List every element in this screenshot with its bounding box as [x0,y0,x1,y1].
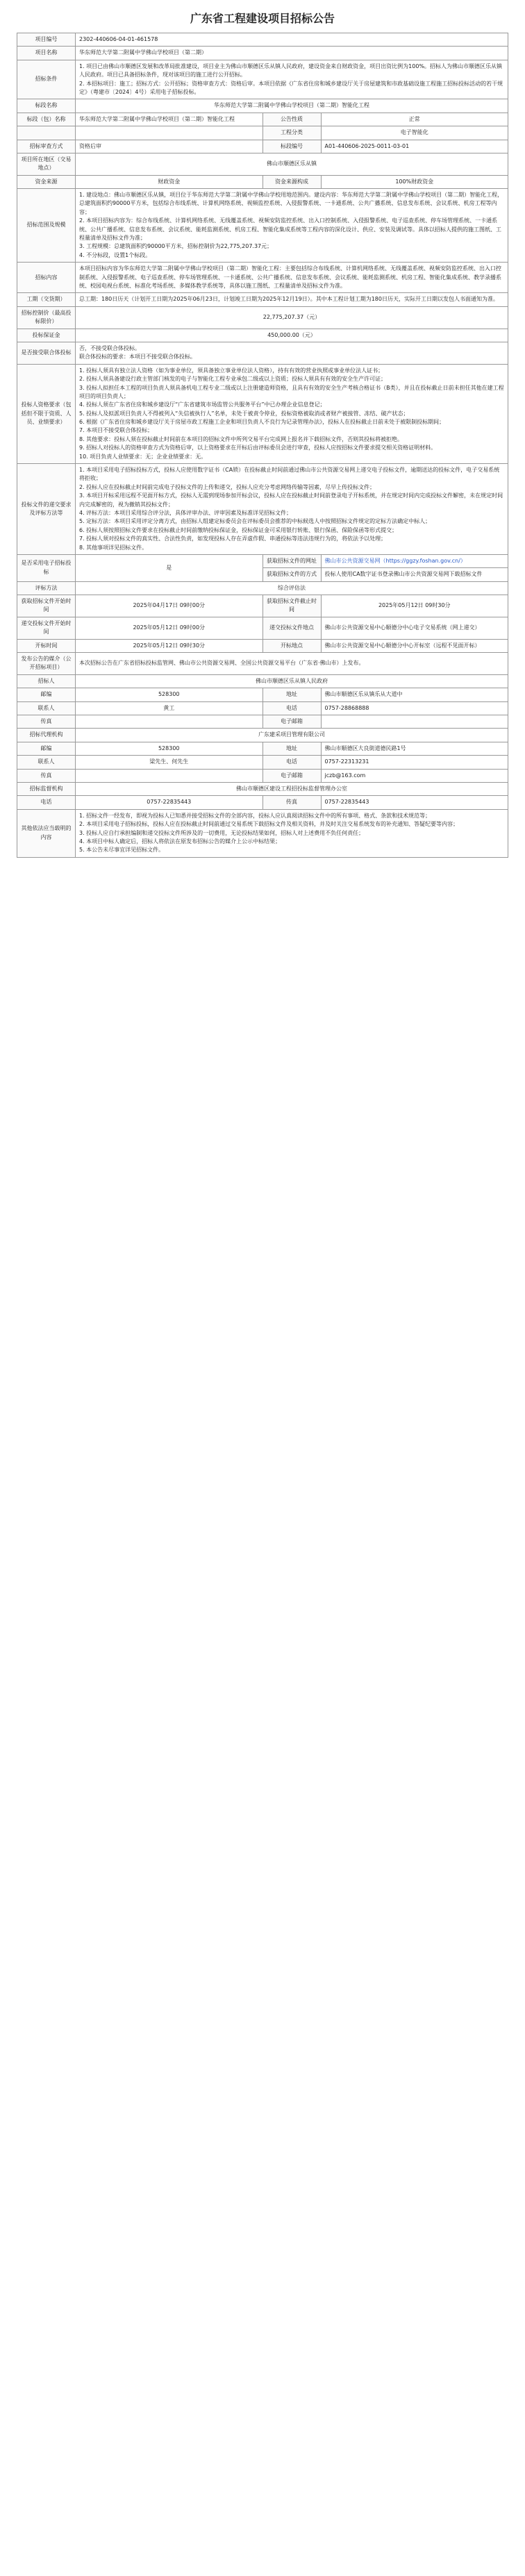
time-open-label: 开标时间 [17,639,76,652]
row-agent [17,729,508,742]
page-title: 广东省工程建设项目招标公告 [190,12,335,25]
row-project-class [17,126,508,140]
eval-value: 综合评估法 [76,581,508,595]
location-value: 佛山市顺德区乐从镇 [76,153,508,175]
agent-addr-label: 地址 [262,742,321,755]
supervisor-phone-value: 0757-22835443 [76,796,263,809]
agent-fax-label: 传真 [17,769,76,782]
tenderer-addr-value: 佛山市顺德区乐从镇乐从大道中 [321,688,508,701]
row-funding [17,175,508,188]
section-detail-value: 华东师范大学第二附属中学佛山学校项目（第二期）智能化工程 [76,113,263,126]
bidder-req-label: 投标人资格要求（包括但不限于资质、人员、业绩要求） [17,364,76,463]
tenderer-value: 佛山市顺德区乐从镇人民政府 [76,674,508,688]
agent-zip-value: 528300 [76,742,263,755]
row-website [17,554,508,567]
agent-contact-value: 梁先生、何先生 [76,756,263,769]
tenderer-contact-value: 黄工 [76,701,263,715]
tenderer-addr-label: 地址 [262,688,321,701]
submit-place-value: 佛山市公共资源交易中心顺德分中心电子交易系统（网上递交） [321,617,508,639]
agent-label: 招标代理机构 [17,729,76,742]
project-class-value: 电子智能化 [321,126,508,140]
scope-value: 1. 建设地点：佛山市顺德区乐从镇，项目位于华东师范大学第二附属中学佛山学校用地范围内。建设内容：华东师范大学第二附属中学佛山学校项目（第二期）智能化工程，总建筑面积约90000平方米，包括综合布线系统、计算机网络系统、视频监控系统、入侵报警系统、一卡通系统、公共广播系统、信息发布系统、会议系统、机房工程等内容； 2. 本项目招标内容为：综合布线系统、计算机网络系统、无线覆盖系统、视频安防监控系统、出入口控制系统、入侵报警系统、电子巡查系统、停车场管理系统、一卡通系统、公共广播系统、信息发布系统、会议系统、能耗监测系统、机房工程、智能化集成系统等工程内容的深化设计、供应、安装及调试等。具体以招标人提供的施工图纸、工程量清单及招标文件为准； 3. 工程规模：总建筑面积约90000平方米，招标控制价为22,775,207.37元； 4. 不分标段，设置1个标段。 [76,189,508,263]
section-name-label: 标段名称 [17,99,76,113]
tenderer-email-label: 电子邮箱 [262,715,321,729]
eval-label: 评标方法 [17,581,76,595]
deposit-label: 投标保证金 [17,329,76,342]
joint-value: 否，不接受联合体投标。 联合体投标的要求：本项目不接受联合体投标。 [76,342,508,364]
download-url-link[interactable]: 佛山市公共资源交易网（https://ggzy.foshan.gov.cn/） [321,554,508,567]
agent-value: 广东建采项目管理有限公司 [76,729,508,742]
download-url-label: 获取招标文件的网址 [262,554,321,567]
time-get-end-value: 2025年05月12日 09时30分 [321,595,508,617]
row-section-name [17,99,508,113]
tenderer-label: 招标人 [17,674,76,688]
tenderer-fax-label: 传真 [17,715,76,729]
agent-phone-value: 0757-22313231 [321,756,508,769]
content-label: 招标内容 [17,263,76,293]
row-project-code [17,33,508,47]
deposit-value: 450,000.00（元） [76,329,508,342]
download-method-value: 投标人使用CA数字证书登录佛山市公共资源交易网下载招标文件 [321,568,508,581]
row-price [17,306,508,329]
price-value: 22,775,207.37（元） [76,306,508,329]
bid-docs-label: 投标文件的递交要求及评标方法等 [17,464,76,555]
agent-email-value: jczb@163.com [321,769,508,782]
row-tenderer-contact [17,701,508,715]
time-get-value: 2025年04月17日 09时00分 [76,595,263,617]
period-label: 工期（交货期） [17,293,76,306]
scope-label: 招标范围及规模 [17,189,76,263]
funding-ratio-value: 100%财政资金 [321,175,508,188]
time-open-value: 2025年05月12日 09时30分 [76,639,263,652]
project-code-label: 项目编号 [17,33,76,47]
row-content [17,263,508,293]
row-time-get [17,595,508,617]
time-get-end-label: 获取招标文件截止时间 [262,595,321,617]
period-value: 总工期：180日历天（计划开工日期为2025年06月23日，计划竣工日期为2025年12月19日）。其中本工程计划工期为180日历天，实际开工日期以发包人书面通知为准。 [76,293,508,306]
row-agent-fax [17,769,508,782]
announcement-type-value: 正常 [321,113,508,126]
publish-label: 发布公告的媒介（公开招标项目） [17,653,76,675]
project-name-value: 华东师范大学第二附属中学佛山学校项目（第二期） [76,47,508,60]
agent-addr-value: 佛山市顺德区大良街道德民路1号 [321,742,508,755]
electronic-value: 是 [76,554,263,581]
section-code-value: A01-440606-2025-0011-03-01 [321,140,508,153]
project-class-label: 工程分类 [262,126,321,140]
agent-phone-label: 电话 [262,756,321,769]
supervisor-label: 招标监督机构 [17,782,76,795]
section-name-value: 华东师范大学第二附属中学佛山学校项目（第二期）智能化工程 [76,99,508,113]
bidder-req-value: 1. 投标人须具有独立法人资格（如为事业单位，须具备独立事业单位法人资格），持有有效的营业执照或事业单位法人证书； 2. 投标人须具备建设行政主管部门核发的电子与智能化工程专业承包二级或以上资质；投标人须具有有效的安全生产许可证； 3. 投标人拟担任本工程的项目负责人须具备机电工程专业二级或以上注册建造师资格，且具有有效的安全生产考核合格证书（B类），并且在投标截止日前未担任其他在建工程项目的项目负责人； 4. 投标人须在广东省住房和城乡建设厅“广东省建筑市场监管公共服务平台”中已办理企业信息登记； 5. 投标人及拟派项目负责人不得被列入“失信被执行人”名单，未处于被责令停业，投标资格被取消或者财产被接管、冻结、破产状态； 6. 根据《广东省住房和城乡建设厅关于房屋市政工程施工企业和项目负责人不良行为记录管理办法》，投标人在投标截止日前未处于被限制投标期间； 7. 本项目不接受联合体投标； 8. 其他要求：投标人须在投标截止时间前在本项目的招标文件中所列交易平台完成网上报名并下载招标文件，否则其投标将被拒绝。 9. 招标人对投标人的资格审查方式为资格后审，以上资格要求在开标后由评标委员会进行审查，投标人应按招标文件要求提交相关资格证明材料。 10. 项目负责人业绩要求：无；企业业绩要求：无。 [76,364,508,463]
agent-contact-label: 联系人 [17,756,76,769]
supervisor-fax-value: 0757-22835443 [321,796,508,809]
agent-email-label: 电子邮箱 [262,769,321,782]
announcement-type-label: 公告性质 [262,113,321,126]
project-class-spacer [17,126,76,140]
tenderer-contact-label: 联系人 [17,701,76,715]
row-conditions [17,60,508,99]
review-label: 招标审查方式 [17,140,76,153]
conditions-label: 招标条件 [17,60,76,99]
row-time-open [17,639,508,652]
supervisor-fax-label: 传真 [262,796,321,809]
row-review [17,140,508,153]
row-period [17,293,508,306]
tenderer-zip-label: 邮编 [17,688,76,701]
funding-ratio-label: 资金来源构成 [262,175,321,188]
funding-value: 财政资金 [76,175,263,188]
open-place-value: 佛山市公共资源交易中心顺德分中心开标室（远程不见面开标） [321,639,508,652]
project-class-spacer-2 [76,126,263,140]
row-agent-zip [17,742,508,755]
electronic-label: 是否采用电子招标投标 [17,554,76,581]
conditions-value: 1. 项目已由佛山市顺德区发展和改革局批准建设，项目业主为佛山市顺德区乐从镇人民政府，建设资金来自财政资金，项目出资比例为100%。招标人为佛山市顺德区乐从镇人民政府。项目已具备招标条件，现对该项目的施工进行公开招标。 2. 本招标项目：施工；招标方式：公开招标；资格审查方式：资格后审。本项目依据《广东省住房和城乡建设厅关于房屋建筑和市政基础设施工程施工招标投标活动的若干规定》（粤建市〔2024〕4号）采用电子招标投标。 [76,60,508,99]
row-deposit [17,329,508,342]
agent-fax-value [76,769,263,782]
project-code-value: 2302-440606-04-01-461578 [76,33,508,47]
page [0,10,525,858]
row-joint [17,342,508,364]
content-value: 本项目招标内容为华东师范大学第二附属中学佛山学校项目（第二期）智能化工程：主要包括综合布线系统、计算机网络系统、无线覆盖系统、视频安防监控系统、出入口控制系统、入侵报警系统、电子巡查系统、停车场管理系统、一卡通系统、公共广播系统、信息发布系统、会议系统、能耗监测系统、机房工程、智能化集成系统、教学录播系统、校园电视台系统、标准化考场系统、多媒体教学系统等，具体以施工图纸、工程量清单及招标文件为准。 [76,263,508,293]
tenderer-fax-value [76,715,263,729]
row-tenderer-fax [17,715,508,729]
tenderer-email-value [321,715,508,729]
bid-docs-value: 1. 本项目采用电子招标投标方式，投标人应使用数字证书（CA锁）在投标截止时间前通过佛山市公共资源交易网上递交电子投标文件，逾期送达的投标文件，电子交易系统将拒收； 2. 投标人应在投标截止时间前完成电子投标文件的上传和递交，投标人应充分考虑网络传输等因素，尽早上传投标文件； 3. 本项目开标采用远程不见面开标方式，投标人无需到现场参加开标会议，投标人应在投标截止时间前登录电子开标系统，并在规定时间内完成投标文件解密，未在规定时间内完成解密的，视为撤销其投标文件； 4. 评标方法：本项目采用综合评分法，具体评审办法、评审因素及标准详见招标文件； 5. 定标方法：本项目采用评定分离方式，由招标人组建定标委员会在评标委员会推荐的中标候选人中按照招标文件规定的定标方法确定中标人； 6. 投标人须按照招标文件要求在投标截止时间前缴纳投标保证金，投标保证金可采用银行转账、银行保函、保险保函等形式提交； 7. 投标人须对投标文件的真实性、合法性负责，如发现投标人存在弄虚作假、串通投标等违法违规行为的，将依法予以处理； 8. 其他事项详见招标文件。 [76,464,508,555]
row-time-submit [17,617,508,639]
open-place-label: 开标地点 [262,639,321,652]
row-supervisor-phone [17,796,508,809]
row-project-name [17,47,508,60]
agent-zip-label: 邮编 [17,742,76,755]
joint-label: 是否接受联合体投标 [17,342,76,364]
review-value: 资格后审 [76,140,263,153]
row-bid-docs [17,464,508,555]
other-label: 其他依法应当载明的内容 [17,809,76,857]
section-code-label: 标段编号 [262,140,321,153]
row-bidder-req [17,364,508,463]
row-tenderer [17,674,508,688]
row-location [17,153,508,175]
publish-value: 本次招标公告在广东省招标投标监管网、佛山市公共资源交易网、全国公共资源交易平台（广东省·佛山市）上发布。 [76,653,508,675]
tenderer-zip-value: 528300 [76,688,263,701]
project-name-label: 项目名称 [17,47,76,60]
row-scope [17,189,508,263]
row-section-detail [17,113,508,126]
announcement-table [17,33,508,858]
row-tenderer-zip [17,688,508,701]
supervisor-phone-label: 电话 [17,796,76,809]
row-publish [17,653,508,675]
section-detail-label: 标段（包）名称 [17,113,76,126]
price-label: 招标控制价（最高投标限价） [17,306,76,329]
row-agent-contact [17,756,508,769]
funding-label: 资金来源 [17,175,76,188]
download-method-label: 获取招标文件的方式 [262,568,321,581]
time-get-label: 获取招标文件开始时间 [17,595,76,617]
location-label: 项目所在地区（交易地点） [17,153,76,175]
row-supervisor [17,782,508,795]
time-submit-value: 2025年05月12日 09时00分 [76,617,263,639]
row-eval [17,581,508,595]
row-other [17,809,508,857]
other-value: 1. 招标文件一经发布，即视为投标人已知悉并接受招标文件的全部内容，投标人应认真阅读招标文件中的所有事项、格式、条款和技术规范等； 2. 本项目采用电子招标投标，投标人应在投标截止时间前通过交易系统下载招标文件及相关资料，并及时关注交易系统发布的补充通知、答疑纪要等内容； 3. 投标人应自行承担编制和递交投标文件所涉及的一切费用，无论投标结果如何，招标人对上述费用不负任何责任； 4. 本项目中标人确定后，招标人将依法在原发布招标公告的媒介上公示中标结果； 5. 本公告未尽事宜详见招标文件。 [76,809,508,857]
time-submit-label: 递交投标文件开始时间 [17,617,76,639]
tenderer-phone-value: 0757-28868888 [321,701,508,715]
submit-place-label: 递交投标文件地点 [262,617,321,639]
tenderer-phone-label: 电话 [262,701,321,715]
supervisor-value: 佛山市顺德区建设工程招投标监督管理办公室 [76,782,508,795]
